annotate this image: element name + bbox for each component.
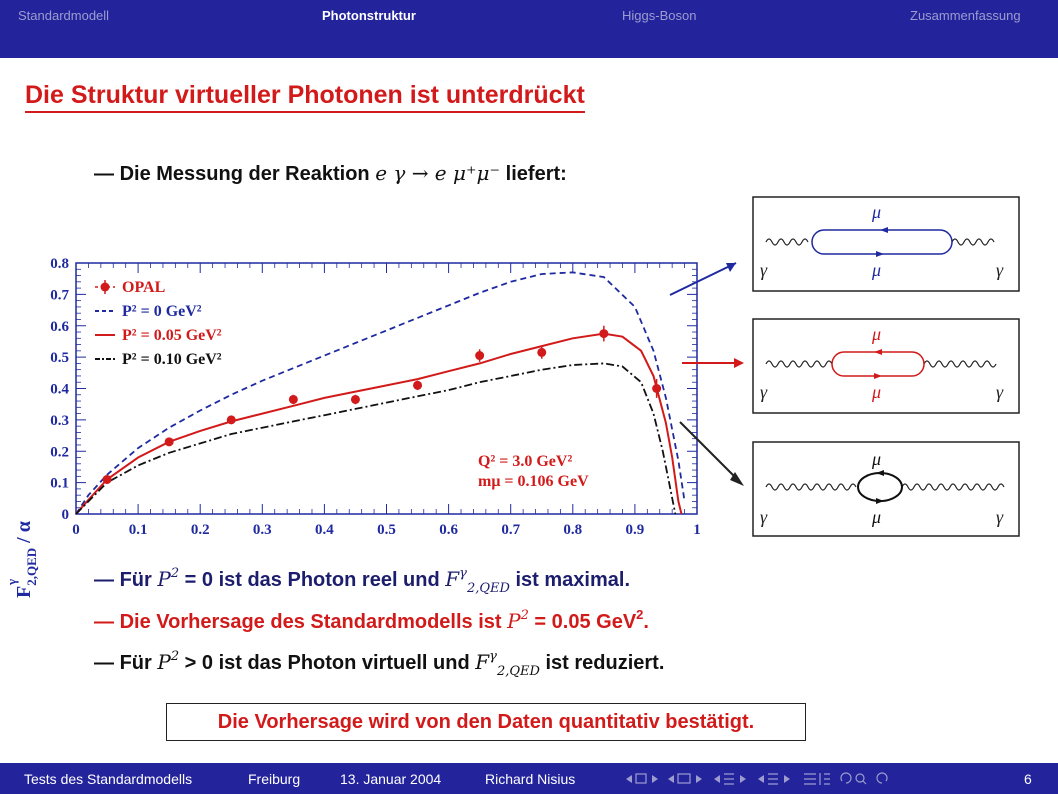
bullet-text: . — [643, 611, 649, 633]
legend-label: OPAL — [122, 279, 166, 296]
x-tick-label: 0.9 — [625, 522, 645, 538]
nav-prev-icon[interactable] — [668, 775, 674, 783]
math-sup: 2 — [636, 607, 644, 622]
legend-label: P² = 0.05 GeV² — [122, 327, 222, 344]
intro-reaction: e γ → e μ⁺μ⁻ — [375, 161, 501, 185]
connector-arrows — [660, 250, 760, 500]
footer-author: Richard Nisius — [485, 771, 576, 787]
arrow-head-2 — [734, 358, 744, 368]
y-axis-label-sup: γ — [4, 578, 19, 585]
subsection-icon[interactable] — [678, 774, 690, 783]
nav-next-icon[interactable] — [696, 775, 702, 783]
mu-label-top: μ — [872, 324, 882, 344]
data-point — [227, 415, 236, 424]
x-tick-label: 0.6 — [439, 522, 458, 538]
footer-place: Freiburg — [248, 771, 301, 787]
nav-prev-icon[interactable] — [714, 775, 720, 783]
gamma-label-right: γ — [996, 382, 1004, 402]
intro-text: Die Messung der Reaktion — [119, 163, 370, 185]
beamer-nav-controls — [624, 771, 994, 787]
plot-frame — [76, 263, 697, 514]
x-tick-label: 1 — [693, 522, 701, 538]
y-axis-label: $F_{2,QED}$ / α — [13, 521, 39, 598]
data-point — [351, 395, 360, 404]
align-icon[interactable] — [804, 773, 830, 785]
page-number: 6 — [1024, 771, 1032, 787]
intro-line — [94, 161, 567, 186]
legend-label: P² = 0.10 GeV² — [122, 351, 222, 368]
math-sup: γ — [459, 566, 467, 581]
gamma-label-right: γ — [996, 260, 1004, 280]
conclusion-text: Die Vorhersage wird von den Daten quantitativ bestätigt. — [217, 710, 755, 733]
mu-label-bottom: μ — [872, 260, 882, 280]
back-icon[interactable] — [841, 773, 851, 783]
math-p: P — [157, 650, 171, 674]
data-point — [103, 475, 112, 484]
intro-tail: liefert: — [505, 163, 567, 185]
nav-item-higgs-boson[interactable]: Higgs-Boson — [622, 8, 697, 23]
data-point — [599, 329, 608, 338]
mu-label-top: μ — [872, 202, 882, 222]
y-tick-label: 0.4 — [50, 381, 69, 398]
math-p: P — [507, 609, 521, 633]
legend-label: P² = 0 GeV² — [122, 303, 202, 320]
feynman-diagram-p010 — [752, 441, 1020, 537]
math-sub: 2,QED — [466, 581, 510, 596]
data-point — [475, 351, 484, 360]
data-point — [413, 381, 422, 390]
top-nav-bar — [0, 0, 1058, 58]
bullet-p0 — [94, 566, 630, 596]
nav-next-icon[interactable] — [784, 775, 790, 783]
footer-bar — [0, 763, 1058, 794]
y-tick-label: 0 — [61, 507, 69, 523]
search-icon[interactable] — [856, 774, 864, 782]
nav-item-zusammenfassung[interactable]: Zusammenfassung — [910, 8, 1021, 23]
gamma-label-left: γ — [760, 382, 768, 402]
math-sup: γ — [489, 649, 497, 664]
bullet-text: ist maximal. — [515, 569, 631, 591]
x-tick-label: 0.8 — [563, 522, 583, 538]
annotation-q2: Q² = 3.0 GeV² — [478, 453, 573, 470]
math-p: P — [157, 567, 171, 591]
bullet-text: = 0 ist das Photon reel und — [184, 569, 440, 591]
y-tick-label: 0.1 — [50, 475, 69, 492]
gamma-label-right: γ — [996, 507, 1004, 527]
slide-title: Die Struktur virtueller Photonen ist unterdrückt — [25, 80, 585, 113]
data-point — [165, 437, 174, 446]
nav-item-standardmodell[interactable]: Standardmodell — [18, 8, 110, 23]
x-tick-label: 0 — [72, 522, 80, 538]
math-f: F — [445, 567, 460, 591]
y-tick-label: 0.2 — [50, 444, 69, 461]
footer-course: Tests des Standardmodells — [24, 771, 193, 787]
footer-date: 13. Januar 2004 — [340, 771, 442, 787]
math-sup: 2 — [520, 608, 529, 623]
y-tick-label: 0.7 — [50, 287, 69, 304]
toc-icon[interactable] — [768, 774, 778, 784]
bullet-text: ist reduziert. — [545, 652, 665, 674]
math-f: F — [475, 650, 490, 674]
nav-prev-icon[interactable] — [758, 775, 764, 783]
bullet-dash: — — [94, 652, 114, 674]
x-tick-label: 0.4 — [315, 522, 334, 538]
bullet-text: = 0.05 GeV — [534, 611, 637, 633]
bullet-text: > 0 ist das Photon virtuell und — [184, 652, 470, 674]
forward-icon[interactable] — [877, 773, 887, 783]
nav-next-icon[interactable] — [652, 775, 658, 783]
intro-dash: — — [94, 163, 114, 185]
bullet-text: Für — [119, 569, 152, 591]
y-tick-label: 0.8 — [50, 256, 69, 272]
legend-swatch — [101, 283, 110, 292]
feynman-diagram-p0 — [752, 196, 1020, 292]
bullet-text: Für — [119, 652, 152, 674]
nav-next-icon[interactable] — [740, 775, 746, 783]
mu-label-bottom: μ — [872, 507, 882, 527]
bullet-p010 — [94, 649, 664, 679]
mu-label-bottom: μ — [872, 382, 882, 402]
math-sup: 2 — [170, 566, 180, 581]
section-icon[interactable] — [724, 774, 734, 784]
y-tick-label: 0.3 — [50, 412, 69, 429]
arrow-to-diagram-3 — [680, 422, 740, 482]
frame-icon[interactable] — [636, 774, 646, 783]
math-sub: 2,QED — [496, 664, 540, 679]
bullet-dash: — — [94, 611, 114, 633]
x-tick-label: 0.1 — [128, 522, 148, 538]
x-tick-label: 0.2 — [190, 522, 210, 538]
y-tick-label: 0.6 — [50, 318, 69, 335]
series-line-P2_0-10 — [76, 363, 675, 514]
bullet-dash: — — [94, 569, 114, 591]
y-tick-label: 0.5 — [50, 350, 69, 367]
arrow-to-diagram-1 — [670, 263, 736, 295]
feynman-diagram-p005 — [752, 318, 1020, 414]
data-point — [537, 348, 546, 357]
nav-prev-icon[interactable] — [626, 775, 632, 783]
x-tick-label: 0.3 — [252, 522, 272, 538]
data-point — [289, 395, 298, 404]
bullet-text: Die Vorhersage des Standardmodells ist — [119, 611, 502, 633]
mu-label-top: μ — [872, 449, 882, 469]
gamma-label-left: γ — [760, 507, 768, 527]
nav-item-photonstruktur[interactable]: Photonstruktur — [322, 8, 416, 23]
x-tick-label: 0.7 — [501, 522, 521, 538]
x-tick-label: 0.5 — [377, 522, 396, 538]
annotation-mmu: mμ = 0.106 GeV — [478, 473, 589, 490]
bullet-p005 — [94, 607, 649, 634]
gamma-label-left: γ — [760, 260, 768, 280]
conclusion-box — [166, 703, 806, 741]
math-sup: 2 — [170, 649, 180, 664]
